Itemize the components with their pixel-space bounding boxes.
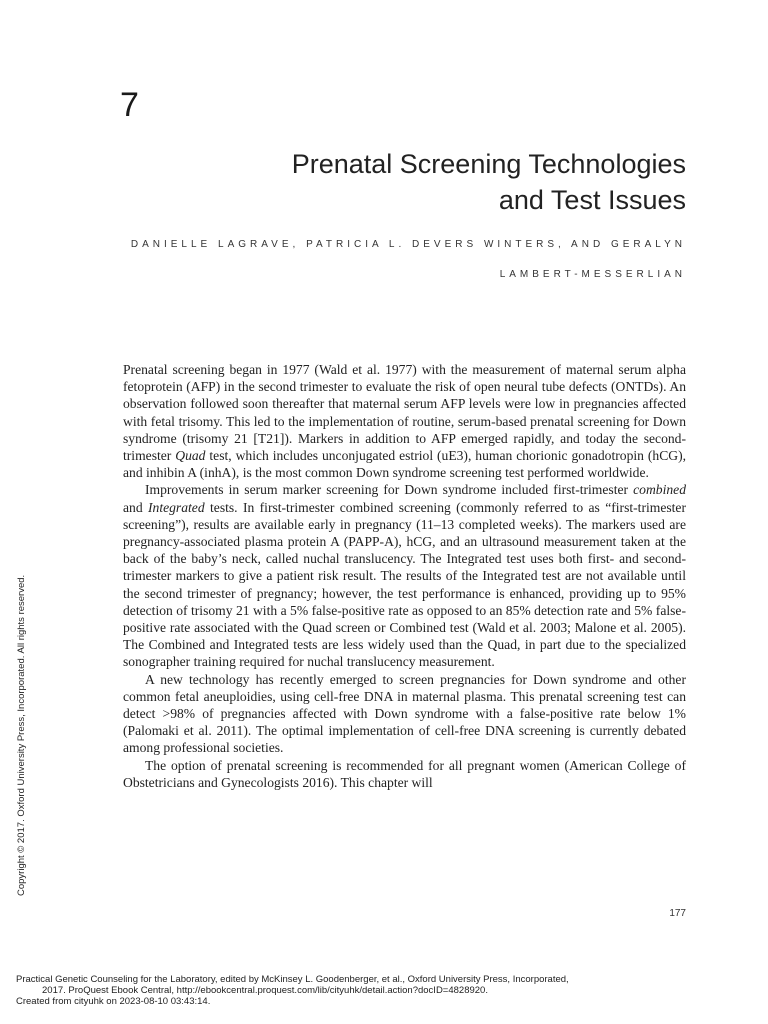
chapter-authors: [86, 230, 686, 290]
paragraph-1-end: test, which includes unconjugated estriol (uE3), human chorionic gonadotropin (hCG), and inhibin A (inhA), is the most common Down syndrome screening test performed worldwide.: [123, 448, 687, 481]
chapter-title: [166, 146, 686, 218]
authors-line-2: LAMBERT-MESSERLIAN: [499, 269, 686, 280]
paragraph-2-italic-2: Integrated: [148, 499, 205, 515]
paragraph-4: The option of prenatal screening is recommended for all pregnant women (American College of Obstetricians and Gynecologists 2016). This chapter will: [123, 757, 686, 790]
footer-line-2: 2017. ProQuest Ebook Central, http://ebookcentral.proquest.com/lib/cityuhk/detail.action?docID=4828920.: [42, 985, 488, 996]
paragraph-1-italic: Quad: [175, 448, 206, 464]
chapter-body: [123, 361, 686, 791]
page-number: 177: [669, 908, 686, 919]
chapter-title-line-2: and Test Issues: [498, 185, 686, 215]
paragraph-2-text-a: Improvements in serum marker screening for Down syndrome included first-trimester: [145, 482, 634, 498]
chapter-number: 7: [120, 86, 139, 124]
paragraph-2-italic-1: combined: [633, 482, 686, 498]
paragraph-3: A new technology has recently emerged to screen pregnancies for Down syndrome and other common fetal aneuploidies, using cell-free DNA in maternal plasma. This prenatal screening test can detect >98% of pregnancies affected with Down syndrome with a false-positive rate below 1% (Palomaki et al. 2011). The optimal implementation of cell-free DNA screening is currently debated among professional societies.: [123, 671, 686, 756]
footer-line-1: Practical Genetic Counseling for the Laboratory, edited by McKinsey L. Goodenberger, et al., Oxford University Press, Incorporated,: [16, 974, 569, 985]
paragraph-2-text-b: and: [123, 499, 148, 515]
side-copyright-notice: Copyright © 2017. Oxford University Press, Incorporated. All rights reserved.: [16, 574, 27, 896]
paragraph-1: [123, 361, 686, 481]
paragraph-2-text-c: tests. In first-trimester combined screening (commonly referred to as “first-trimester screening”), results are available early in pregnancy (11–13 completed weeks). The markers used are pregnancy-associated plasma protein A (PAPP-A), hCG, and an ultrasound measurement taken at the back of the baby’s neck, called nuchal translucency. The Integrated test uses both first- and second-trimester markers to give a patient risk result. The results of the Integrated test are not available until the second trimester of pregnancy; however, the test performance is enhanced, providing up to 95% detection of trisomy 21 with a 5% false-positive rate as opposed to an 85% detection rate and 5% false-positive rate associated with the Quad screen or Combined test (Wald et al. 2003; Malone et al. 2005). The Combined and Integrated tests are less widely used than the Quad, in part due to the specialized sonographer training required for nuchal translucency measurement.: [123, 499, 686, 670]
footer-line-3: Created from cityuhk on 2023-08-10 03:43:14.: [16, 996, 211, 1007]
paragraph-2: [123, 481, 686, 670]
authors-line-1: DANIELLE LAGRAVE, PATRICIA L. DEVERS WINTERS, AND GERALYN: [130, 239, 686, 250]
citation-footer: [16, 974, 736, 1007]
paragraph-1-text: Prenatal screening began in 1977 (Wald et al. 1977) with the measurement of maternal serum alpha fetoprotein (AFP) in the second trimester to evaluate the risk of open neural tube defects (ONTDs). An observation followed soon thereafter that maternal serum AFP levels were low in pregnancies affected with fetal trisomy. This led to the implementation of routine, serum-based prenatal screening for Down syndrome (trisomy 21 [T21]). Markers in addition to AFP emerged rapidly, and today the second-trimester: [123, 362, 686, 464]
chapter-title-line-1: Prenatal Screening Technologies: [291, 149, 686, 179]
